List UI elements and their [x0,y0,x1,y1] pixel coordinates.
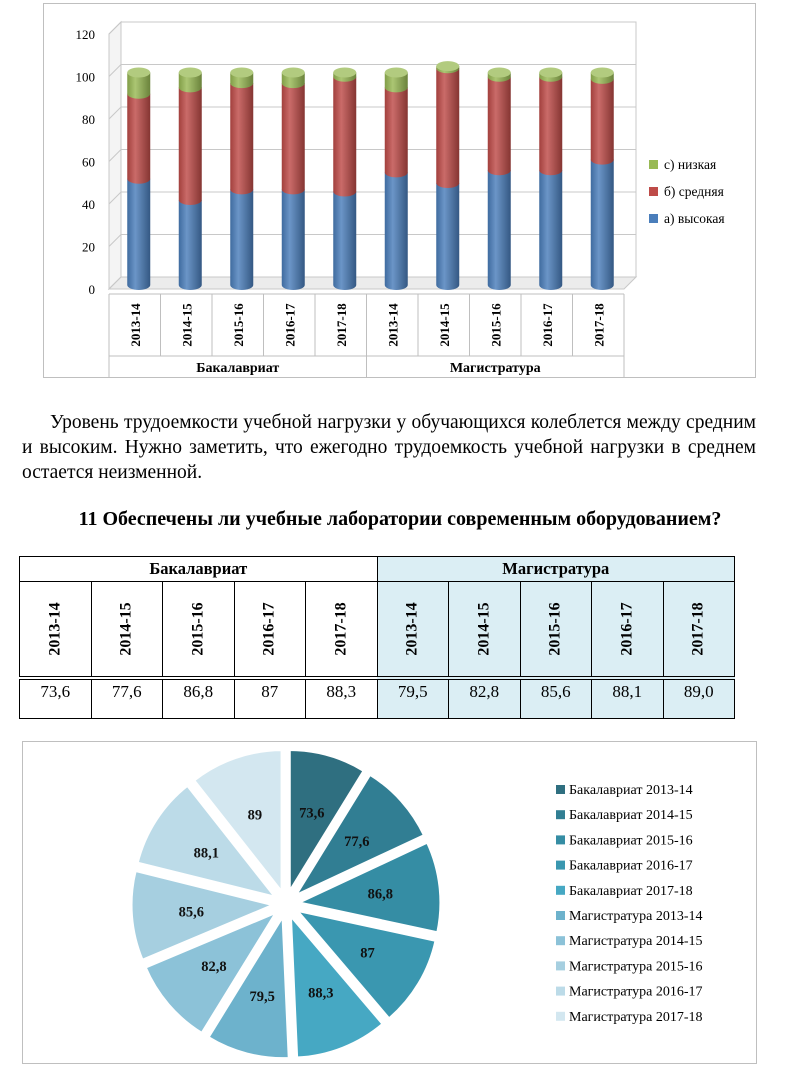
table-year-header [91,582,163,677]
table-year-label: 2017-18 [689,602,707,656]
pie-data-label: 88,3 [308,985,334,1002]
table-year-header [449,582,521,677]
table-year-header [377,582,449,677]
legend-label: Бакалавриат 2013-14 [569,783,693,798]
legend-swatch [556,911,565,920]
bar-segment [127,94,150,184]
stacked-bar-chart [44,4,755,377]
x-tick-label: 2016-17 [282,303,298,347]
bar-top-cap [333,68,356,78]
table-value-cell: 86,8 [163,680,235,719]
table-year-header [234,582,306,677]
bar-segment [539,170,562,290]
bar-segment [282,189,305,290]
table-year-header [520,582,592,677]
bar-segment [333,77,356,197]
pie-data-label: 87 [360,945,375,962]
legend-swatch [556,936,565,945]
table-year-label: 2013-14 [403,602,421,656]
x-group-label: Магистратура [449,361,541,376]
x-tick-label: 2014-15 [179,303,195,347]
x-tick-label: 2015-16 [488,303,504,347]
legend-label: Бакалавриат 2015-16 [569,833,693,849]
table-year-header [163,582,235,677]
pie-data-label: 85,6 [178,904,205,921]
legend-label: Магистратура 2015-16 [569,959,703,975]
pie-data-label: 89 [247,807,263,824]
table-year-header [663,582,735,677]
legend-swatch [649,187,658,196]
legend-swatch [556,861,565,870]
bar-segment [591,160,614,290]
bar-segment [282,83,305,194]
legend-label: а) высокая [664,211,725,226]
legend-label: б) средняя [664,184,724,199]
table-value-cell: 89,0 [663,680,735,719]
legend-swatch [556,1012,565,1021]
table-group-bachelor: Бакалавриат [20,557,378,582]
bar-segment [488,170,511,290]
bar-segment [539,77,562,176]
table-year-label: 2014-15 [475,602,493,656]
bar-segment [436,183,459,290]
y-tick-label: 100 [75,69,95,85]
legend-swatch [556,961,565,970]
gridline [109,22,636,34]
bar-segment [436,68,459,188]
legend-swatch [556,886,565,895]
bar-top-cap [591,68,614,78]
table-group-master: Магистратура [377,557,735,582]
y-tick-label: 80 [82,112,95,127]
legend-label: Бакалавриат 2016-17 [569,858,693,874]
table-year-header [592,582,664,677]
pie-data-label: 79,5 [249,988,275,1005]
legend-swatch [556,835,565,844]
bar-top-cap [539,68,562,78]
bar-segment [333,192,356,291]
pie-data-label: 88,1 [193,845,219,862]
table-year-label: 2013-14 [46,602,64,656]
legend-label: Бакалавриат 2017-18 [569,883,693,899]
question-heading: 11 Обеспечены ли учебные лаборатории современным оборудованием? [78,508,722,530]
pie-data-label: 82,8 [201,958,227,975]
bar-segment [385,172,408,290]
bar-top-cap [179,68,202,78]
table-value-cell: 88,1 [592,680,664,719]
bar-top-cap [436,61,459,71]
bar-top-cap [282,68,305,78]
bar-chart-frame [43,3,756,378]
table-value-cell: 77,6 [91,680,163,719]
bar-segment [488,77,511,176]
lab-equipment-table [19,556,735,719]
y-tick-label: 40 [82,197,95,212]
pie-data-label: 77,6 [344,833,370,850]
legend-label: с) низкая [664,157,717,172]
body-paragraph: Уровень трудоемкости учебной нагрузки у обучающихся колеблется между средним и высоким. Нужно заметить, что ежегодно трудоемкость учебной нагрузки в среднем остается неизменной. [22,412,756,483]
x-tick-label: 2015-16 [230,303,246,347]
legend-swatch [649,214,658,223]
table-value-cell: 85,6 [520,680,592,719]
table-year-label: 2017-18 [332,602,350,656]
table-year-header [20,582,92,677]
x-tick-label: 2013-14 [385,303,401,347]
table-value-cell: 88,3 [306,680,378,719]
x-tick-label: 2017-18 [591,303,607,347]
bar-top-cap [127,68,150,78]
y-tick-label: 120 [75,27,95,42]
table-value-cell: 87 [234,680,306,719]
y-tick-label: 60 [82,154,95,170]
legend-label: Бакалавриат 2014-15 [569,808,693,824]
table-year-label: 2016-17 [260,602,278,656]
table-year-label: 2015-16 [546,602,564,656]
bar-segment [591,79,614,165]
legend-swatch [649,160,658,169]
table-year-header [306,582,378,677]
pie-data-label: 86,8 [367,886,394,903]
pie-data-label: 73,6 [299,805,325,822]
table-year-label: 2016-17 [618,602,636,656]
table-value-cell: 73,6 [20,680,92,719]
pie-chart-frame [22,741,757,1064]
bar-top-cap [230,68,253,78]
x-tick-label: 2013-14 [127,303,143,347]
bar-top-cap [385,68,408,78]
x-group-label: Бакалавриат [196,361,280,376]
x-tick-label: 2016-17 [539,303,555,347]
legend-label: Магистратура 2017-18 [569,1009,703,1025]
table-year-label: 2015-16 [189,602,207,656]
y-tick-label: 20 [82,239,95,255]
bar-segment [385,87,408,177]
bar-segment [127,179,150,290]
legend-swatch [556,987,565,996]
table-year-label: 2014-15 [117,602,135,656]
legend-swatch [556,785,565,794]
bar-segment [179,200,202,290]
legend-label: Магистратура 2016-17 [569,984,703,1000]
legend-label: Магистратура 2013-14 [569,909,703,924]
bar-segment [179,87,202,205]
legend-swatch [556,810,565,819]
table-value-cell: 82,8 [449,680,521,719]
x-tick-label: 2014-15 [436,303,452,347]
bar-segment [230,83,253,194]
bar-segment [230,189,253,290]
x-tick-label: 2017-18 [333,303,349,347]
y-tick-label: 0 [88,282,95,297]
exploded-pie-chart [23,742,756,1063]
bar-top-cap [488,68,511,78]
table-value-cell: 79,5 [377,680,449,719]
legend-label: Магистратура 2014-15 [569,934,703,950]
